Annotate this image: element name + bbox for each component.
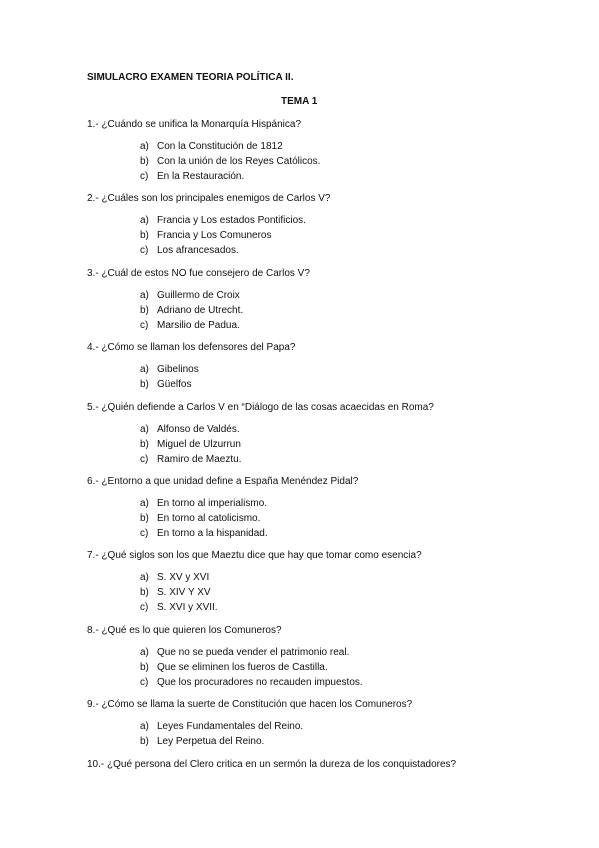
option-letter: c)	[140, 677, 149, 688]
option-text: Miguel de Ulzurrun	[157, 439, 241, 450]
option-5c	[140, 452, 241, 467]
option-1c	[140, 169, 320, 184]
option-letter: c)	[140, 528, 149, 539]
question-2: 2.- ¿Cuáles son los principales enemigos de Carlos V?	[87, 193, 331, 204]
option-text: Francia y Los estados Pontificios.	[157, 215, 306, 226]
option-text: Güelfos	[157, 379, 192, 390]
option-7a	[140, 570, 218, 585]
option-1b	[140, 154, 320, 169]
question-4: 4.- ¿Cómo se llaman los defensores del Papa?	[87, 342, 296, 353]
option-text: Ley Perpetua del Reino.	[157, 736, 265, 747]
question-1-options	[140, 139, 320, 184]
option-1a	[140, 139, 320, 154]
option-2c	[140, 243, 306, 258]
option-8c	[140, 675, 363, 690]
option-text: En la Restauración.	[157, 171, 245, 182]
option-6b	[140, 511, 268, 526]
question-10: 10.- ¿Qué persona del Clero critica en un sermón la dureza de los conquistadores?	[87, 759, 457, 770]
option-letter: c)	[140, 245, 149, 256]
option-letter: b)	[140, 230, 149, 241]
option-text: Con la Constitución de 1812	[157, 141, 283, 152]
option-text: En torno al imperialismo.	[157, 498, 268, 509]
option-letter: c)	[140, 602, 149, 613]
option-letter: a)	[140, 424, 149, 435]
option-text: S. XIV Y XV	[157, 587, 211, 598]
question-5-options	[140, 422, 241, 467]
question-6-options	[140, 496, 268, 541]
option-7c	[140, 600, 218, 615]
option-9b	[140, 734, 303, 749]
option-text: Guillermo de Croix	[157, 290, 240, 301]
option-letter: a)	[140, 647, 149, 658]
option-text: Los afrancesados.	[157, 245, 239, 256]
option-letter: b)	[140, 305, 149, 316]
option-3c	[140, 318, 243, 333]
option-text: Gibelinos	[157, 364, 199, 375]
question-6: 6.- ¿Entorno a que unidad define a España Menéndez Pidal?	[87, 476, 359, 487]
option-letter: c)	[140, 171, 149, 182]
question-3: 3.- ¿Cuál de estos NO fue consejero de Carlos V?	[87, 268, 310, 279]
option-letter: b)	[140, 439, 149, 450]
question-7: 7.- ¿Qué siglos son los que Maeztu dice que hay que tomar como esencia?	[87, 550, 422, 561]
option-letter: a)	[140, 141, 149, 152]
question-5: 5.- ¿Quién defiende a Carlos V en “Diálogo de las cosas acaecidas en Roma?	[87, 402, 434, 413]
option-letter: b)	[140, 513, 149, 524]
option-text: Que no se pueda vender el patrimonio real.	[157, 647, 350, 658]
option-letter: a)	[140, 364, 149, 375]
option-text: Alfonso de Valdés.	[157, 424, 240, 435]
option-letter: a)	[140, 290, 149, 301]
option-6a	[140, 496, 268, 511]
option-letter: b)	[140, 662, 149, 673]
option-text: En torno al catolicismo.	[157, 513, 261, 524]
option-text: Leyes Fundamentales del Reino.	[157, 721, 304, 732]
option-8a	[140, 645, 363, 660]
option-4a	[140, 362, 199, 377]
option-9a	[140, 719, 303, 734]
option-letter: a)	[140, 572, 149, 583]
question-2-options	[140, 213, 306, 258]
option-letter: b)	[140, 736, 149, 747]
option-2b	[140, 228, 306, 243]
option-letter: b)	[140, 587, 149, 598]
document-title: SIMULACRO EXAMEN TEORIA POLÍTICA II.	[87, 72, 294, 83]
option-letter: b)	[140, 156, 149, 167]
option-2a	[140, 213, 306, 228]
option-7b	[140, 585, 218, 600]
option-5b	[140, 437, 241, 452]
option-text: Ramiro de Maeztu.	[157, 454, 242, 465]
option-5a	[140, 422, 241, 437]
option-text: En torno a la hispanidad.	[157, 528, 268, 539]
question-1: 1.- ¿Cuándo se unifica la Monarquía Hispánica?	[87, 119, 302, 130]
option-text: Adriano de Utrecht.	[157, 305, 244, 316]
option-letter: a)	[140, 498, 149, 509]
option-4b	[140, 377, 199, 392]
option-3b	[140, 303, 243, 318]
question-7-options	[140, 570, 218, 615]
option-text: S. XV y XVI	[157, 572, 210, 583]
option-letter: c)	[140, 320, 149, 331]
option-8b	[140, 660, 363, 675]
question-9: 9.- ¿Cómo se llama la suerte de Constitución que hacen los Comuneros?	[87, 699, 413, 710]
question-4-options	[140, 362, 199, 392]
option-text: Marsilio de Padua.	[157, 320, 240, 331]
option-6c	[140, 526, 268, 541]
document-subtitle: TEMA 1	[281, 96, 318, 107]
option-text: Que los procuradores no recauden impuestos.	[157, 677, 363, 688]
question-8-options	[140, 645, 363, 690]
option-3a	[140, 288, 243, 303]
option-letter: a)	[140, 721, 149, 732]
question-3-options	[140, 288, 243, 333]
question-8: 8.- ¿Qué es lo que quieren los Comuneros?	[87, 625, 282, 636]
option-letter: b)	[140, 379, 149, 390]
option-text: Francia y Los Comuneros	[157, 230, 272, 241]
option-text: S. XVI y XVII.	[157, 602, 218, 613]
option-text: Con la unión de los Reyes Católicos.	[157, 156, 321, 167]
question-9-options	[140, 719, 303, 749]
option-letter: a)	[140, 215, 149, 226]
option-letter: c)	[140, 454, 149, 465]
option-text: Que se eliminen los fueros de Castilla.	[157, 662, 328, 673]
